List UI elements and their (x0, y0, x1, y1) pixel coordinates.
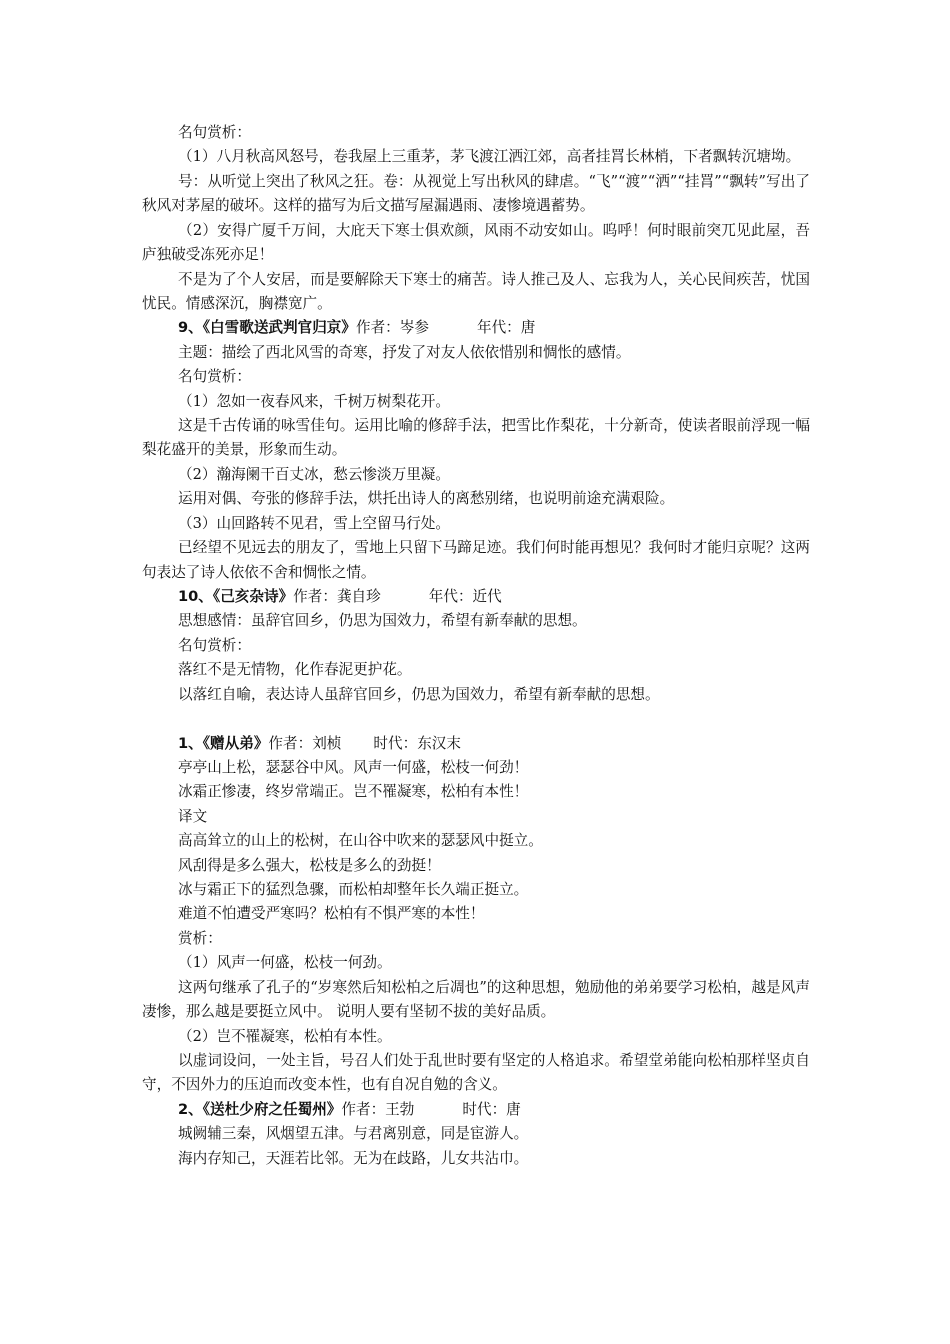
analysis: 以落红自喻，表达诗人虽辞官回乡，仍思为国效力，希望有新奉献的思想。 (178, 685, 660, 703)
poem-era: 时代：唐 (462, 1100, 521, 1118)
poem-line: 亭亭山上松，瑟瑟谷中风。风声一何盛，松枝一何劲！ (178, 758, 529, 776)
analysis: 号：从听觉上突出了秋风之狂。卷：从视觉上写出秋风的肆虐。“飞”“渡”“洒”“挂罥”“飘转”写出了秋风对茅屋的破坏。这样的描写为后文描写屋漏遇雨、凄惨境遇蓄势。 (142, 172, 810, 215)
poem-author: 作者：刘桢 (268, 734, 342, 752)
quote: （1）风声一何盛，松枝一何劲。 (178, 954, 392, 972)
label-famous-lines: 名句赏析： (178, 636, 251, 654)
quote: 落红不是无情物，化作春泥更护花。 (178, 661, 412, 679)
analysis: 这是千古传诵的咏雪佳句。运用比喻的修辞手法，把雪比作梨花，十分新奇，使读者眼前浮现一幅梨花盛开的美景，形象而生动。 (142, 417, 810, 459)
poem-author: 作者：王勃 (341, 1100, 415, 1118)
quote: （3）山回路转不见君，雪上空留马行处。 (178, 514, 450, 532)
translation-line: 难道不怕遭受严寒吗？松柏有不惧严寒的本性！ (178, 905, 485, 923)
poem-title: 《白雪歌送武判官归京》 (202, 319, 356, 337)
analysis: 以虚词设问，一处主旨，号召人们处于乱世时要有坚定的人格追求。希望堂弟能向松柏那样坚贞自守，不因外力的压迫而改变本性，也有自况自勉的含义。 (142, 1052, 810, 1094)
analysis: 这两句继承了孔子的“岁寒然后知松柏之后凋也”的这种思想，勉励他的弟弟要学习松柏，越是风声凄惨，那么越是要挺立风中。 说明人要有坚韧不拔的美好品质。 (142, 978, 810, 1021)
translation-line: 风刮得是多么强大，松枝是多么的劲挺！ (178, 856, 441, 874)
blank-line (142, 707, 810, 731)
analysis: 已经望不见远去的朋友了，雪地上只留下马蹄足迹。我们何时能再想见？我何时才能归京呢？这两句表达了诗人依依不舍和惆怅之情。 (142, 539, 810, 581)
poem-author: 作者：岑参 (355, 319, 429, 337)
label-appreciation: 赏析： (178, 929, 222, 947)
poem-heading: 2、《送杜少府之任蜀州》作者：王勃 时代：唐 (178, 1100, 521, 1118)
poem-author: 作者：龚自珍 (293, 588, 381, 606)
poem-era: 年代：近代 (428, 588, 502, 606)
translation-line: 高高耸立的山上的松树，在山谷中吹来的瑟瑟风中挺立。 (178, 832, 543, 850)
label-translation: 译文 (178, 807, 208, 825)
translation-line: 冰与霜正下的猛烈急骤，而松柏却整年长久端正挺立。 (178, 881, 529, 899)
label-famous-lines: 名句赏析： (178, 124, 251, 141)
poem-title: 《赠从弟》 (202, 734, 269, 752)
poem-line: 海内存知己，天涯若比邻。无为在歧路，儿女共沾巾。 (178, 1149, 529, 1167)
analysis: 运用对偶、夸张的修辞手法，烘托出诗人的离愁别绪，也说明前途充满艰险。 (178, 490, 675, 508)
poem-heading: 9、《白雪歌送武判官归京》作者：岑参 年代：唐 (178, 319, 536, 337)
poem-era: 时代：东汉末 (373, 734, 461, 752)
quote: （1）忽如一夜春风来，千树万树梨花开。 (178, 392, 450, 410)
poem-heading: 1、《赠从弟》作者：刘桢 时代：东汉末 (178, 734, 461, 752)
quote: （2）安得广厦千万间，大庇天下寒士俱欢颜，风雨不动安如山。呜呼！何时眼前突兀见此屋，吾庐独破受冻死亦足！ (142, 221, 810, 264)
quote: （1）八月秋高风怒号，卷我屋上三重茅，茅飞渡江洒江郊，高者挂罥长林梢，下者飘转沉塘坳。 (178, 148, 801, 166)
analysis: 不是为了个人安居，而是要解除天下寒士的痛苦。诗人推己及人、忘我为人，关心民间疾苦，忧国忧民。情感深沉，胸襟宽广。 (142, 270, 810, 312)
poem-line: 冰霜正惨凄，终岁常端正。岂不罹凝寒，松柏有本性！ (178, 783, 529, 801)
theme: 主题：描绘了西北风雪的奇寒，抒发了对友人依依惜别和惆怅的感情。 (178, 343, 631, 361)
poem-line: 城阙辅三秦，风烟望五津。与君离别意，同是宦游人。 (178, 1125, 529, 1143)
quote: （2）瀚海阑干百丈冰，愁云惨淡万里凝。 (178, 465, 450, 483)
label-famous-lines: 名句赏析： (178, 368, 251, 386)
poem-title: 《送杜少府之任蜀州》 (202, 1100, 342, 1118)
document-page (142, 121, 810, 1171)
poem-title: 《己亥杂诗》 (212, 588, 294, 606)
quote: （2）岂不罹凝寒，松柏有本性。 (178, 1027, 392, 1045)
poem-heading: 10、《己亥杂诗》作者：龚自珍 年代：近代 (178, 588, 502, 606)
poem-era: 年代：唐 (476, 319, 536, 337)
theme: 思想感情：虽辞官回乡，仍思为国效力，希望有新奉献的思想。 (178, 612, 587, 630)
